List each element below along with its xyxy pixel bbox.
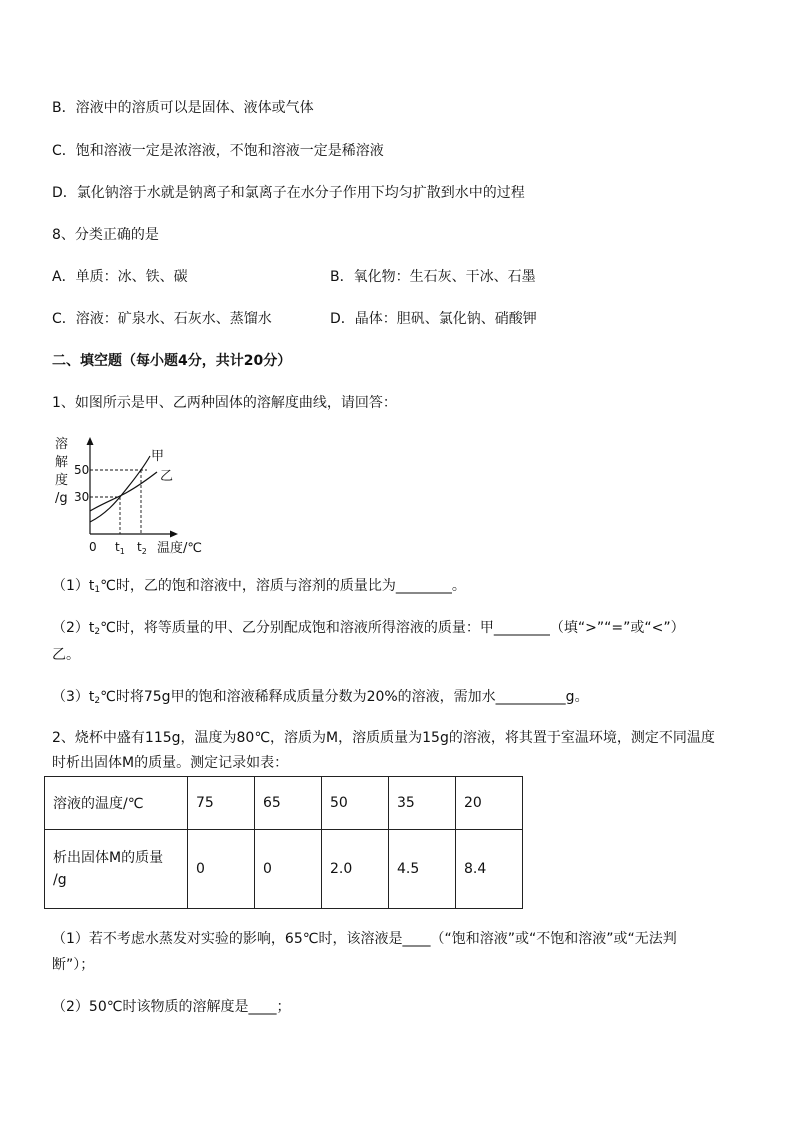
x-axis-arrow [170, 531, 178, 538]
table-cell: 8.4 [456, 830, 523, 909]
y-label-2: 解 [55, 455, 69, 470]
section-heading: 二、填空题（每小题4分，共计20分） [52, 353, 292, 369]
y-tick-50: 50 [74, 463, 90, 477]
option-8b: B．氧化物：生石灰、干冰、石墨 [330, 269, 536, 285]
fill-q2-part1-cont: 断”）； [52, 957, 95, 973]
table-header-precipitate [45, 830, 188, 909]
option-8d: D．晶体：胆矾、氯化钠、硝酸钾 [330, 311, 537, 327]
record-table [44, 776, 523, 909]
curve-yi [90, 472, 157, 511]
y-label-3: 度 [55, 473, 69, 488]
option-7c: C．饱和溶液一定是浓溶液，不饱和溶液一定是稀溶液 [52, 143, 384, 159]
table-cell: 4.5 [389, 830, 456, 909]
y-axis-arrow [87, 437, 94, 445]
fill-q1-part2: $(2)t_2℃$时，将等质量的甲、乙分别配成饱和溶液所得溶液的质量：甲________（填“>”“=”或“<”） [52, 620, 685, 637]
x-axis-label: 温度/℃ [157, 541, 202, 556]
option-7d: D．氯化钠溶于水就是钠离子和氯离子在水分子作用下均匀扩散到水中的过程 [52, 185, 525, 201]
fill-q1-part3: $(3)t_2℃$时将75g甲的饱和溶液稀释成质量分数为20%的溶液，需加水__________g。 [52, 689, 589, 706]
y-label-1: 溶 [55, 437, 69, 452]
fill-q2-part2: （2）50℃时该物质的溶解度是____； [52, 999, 291, 1015]
table-cell: 20 [456, 777, 523, 830]
table-cell: 75 [188, 777, 255, 830]
question-8-stem: 8、分类正确的是 [52, 227, 159, 243]
option-8c: C．溶液：矿泉水、石灰水、蒸馏水 [52, 311, 272, 327]
table-row [45, 777, 523, 830]
solubility-curve-graph [44, 434, 224, 562]
table-header-temperature: 溶液的温度/℃ [45, 777, 188, 830]
fill-q1-part2-cont: 乙。 [52, 647, 80, 663]
table-row [45, 830, 523, 909]
origin-label: 0 [89, 540, 97, 554]
table-cell: 50 [322, 777, 389, 830]
x-tick-t2: $t_2$ [137, 540, 147, 556]
table-cell: 0 [188, 830, 255, 909]
curve-label-yi: 乙 [160, 469, 174, 484]
fill-q2-part1: （1）若不考虑水蒸发对实验的影响，65℃时，该溶液是____（“饱和溶液”或“不饱和溶液”或“无法判 [52, 931, 677, 947]
fill-q1-part1: $(1)t_1℃$时，乙的饱和溶液中，溶质与溶剂的质量比为________。 [52, 578, 466, 595]
option-8a: A．单质：冰、铁、碳 [52, 269, 188, 285]
table-cell: 0 [255, 830, 322, 909]
table-cell: 35 [389, 777, 456, 830]
table-header-line: 析出固体M的质量 [53, 850, 164, 866]
table-header-line: /g [53, 872, 67, 888]
fill-q1-stem: 1、如图所示是甲、乙两种固体的溶解度曲线，请回答： [52, 395, 397, 411]
table-cell: 2.0 [322, 830, 389, 909]
y-label-4: /g [55, 491, 68, 506]
fill-q2-stem: 2、烧杯中盛有115g，温度为80℃，溶质为M，溶质质量为15g的溶液，将其置于室温环境，测定不同温度 [52, 730, 715, 746]
fill-q2-stem-cont: 时析出固体M的质量。测定记录如表： [52, 755, 289, 771]
y-tick-30: 30 [74, 490, 90, 504]
x-tick-t1: $t_1$ [115, 540, 125, 556]
option-7b: B．溶液中的溶质可以是固体、液体或气体 [52, 100, 314, 116]
table-cell: 65 [255, 777, 322, 830]
curve-label-jia: 甲 [151, 449, 165, 464]
